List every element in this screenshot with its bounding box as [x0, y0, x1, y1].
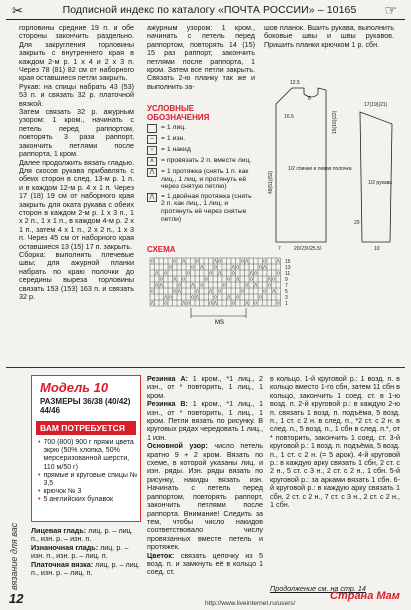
chart-symbol [173, 277, 176, 281]
chart-symbol [263, 290, 266, 293]
chart-symbol [254, 302, 257, 305]
chart-symbol [200, 265, 203, 269]
chart-symbol [214, 296, 217, 299]
chart-symbol [182, 278, 185, 281]
scissors-icon: ✂ [12, 3, 23, 18]
chart-symbol [169, 266, 172, 269]
chart-symbol [187, 302, 190, 305]
legend-text: = 1 протяжка (снять 1 п. как лиц., 1 лиц. и протянуть её через снятую петлю) [161, 168, 249, 191]
chart-symbol [268, 277, 271, 281]
chart-symbol [155, 271, 158, 275]
instructions-column-3 [264, 24, 394, 70]
subscription-index: Подписной индекс по каталогу «ПОЧТА РОССИИ» – 10165 [62, 4, 357, 16]
chart-symbol [254, 272, 257, 275]
chart-symbol [245, 301, 248, 305]
chart-symbol [155, 284, 158, 287]
measure-label: 7 [278, 246, 281, 250]
purl-symbol-icon: – [147, 135, 157, 144]
chart-symbol [245, 284, 248, 287]
legend-item [147, 157, 257, 166]
term: Цветок: [147, 550, 175, 560]
row-number: 7 [285, 283, 288, 289]
chart-symbol [191, 283, 194, 287]
ssk-symbol-icon: ⋀ [147, 168, 157, 177]
k2tog-symbol-icon: ⋏ [147, 157, 157, 166]
chart-symbol [236, 296, 239, 299]
bullet-icon: • [38, 471, 41, 479]
measure-label: 48(51)(52) [268, 170, 274, 194]
legend-item [147, 146, 257, 155]
measure-label: 10 [374, 246, 380, 250]
chart-symbol [232, 272, 235, 275]
chart-symbol [232, 302, 235, 305]
paragraph: Далее продолжить вязать гладью. Для скосов рукава прибавлять с обеих сторон в след. 13-м р. 1 п. и в каждом 12-м р. 4 х 1 п. Через 17 (18) 19 см от наборного края закрыть для оката рукава с обеих сторон в каждом 2-м р. 1 х 3 п., 1 х 2 п., 1 х 1 п., в каждом 4-м р. 2 х 1 п., затем 4 х 1 п., 2 х 2 п., 1 х 3 п. Через 45 см от наборного края оставшиеся 13 (15) 17 п. закрыть. [19, 157, 134, 251]
chart-symbol [178, 289, 181, 293]
chart-symbol [209, 272, 212, 275]
term-text: 1 кром., *1 лиц., 1 изн., от * повторить, 1 лиц., 1 кром. Петли вязать по рисунку. В круговых рядах чередовать 1 лиц., 1 изн. [147, 399, 263, 442]
materials-heading: ВАМ ПОТРЕБУЕТСЯ [36, 421, 136, 435]
chart-symbol [160, 278, 163, 281]
chart-symbol [272, 289, 275, 293]
paragraph [147, 400, 263, 442]
term-text: связать цепочку из 5 возд. п. и замкнуть её в кольцо 1 соед. ст. [147, 550, 263, 577]
chart-symbol [241, 260, 244, 263]
chart-symbol [169, 296, 172, 299]
legend-text: = 1 двойная протяжка (снять 2 п. как лиц., 1 лиц. и протянуть её через снятые петли) [161, 192, 252, 223]
scheme-title: СХЕМА [147, 245, 176, 254]
model-sizes: РАЗМЕРЫ 36/38 (40/42) 44/46 [40, 397, 131, 415]
garment-pattern-diagram [264, 74, 404, 250]
source-url: http://www.liveinternet.ru/users/ [205, 600, 296, 607]
chart-symbol [214, 301, 217, 305]
instructions-column-4 [147, 375, 263, 597]
chart-symbol [209, 302, 212, 305]
legend-title: УСЛОВНЫЕ ОБОЗНАЧЕНИЯ [147, 104, 210, 122]
definition-term: Платочная вязка: [31, 559, 94, 569]
chart-symbol [151, 301, 154, 305]
model-title: Модель 10 [40, 380, 109, 395]
paragraph: шов планок. Вшить рукава, выполнить боковые швы и швы рукавов. Пришить планки крючком 1 р. сбн. [264, 24, 394, 49]
page-header [6, 3, 405, 20]
chart-symbol [268, 284, 271, 287]
chart-symbol [164, 272, 167, 275]
paragraph: Сборка: выполнить плечевые швы; для ажурной планки набрать по краю полочки до середины выреза горловины связать 153 (153) 163 п. и связать 32 р. [19, 249, 134, 301]
legend-item [147, 124, 257, 133]
legend-item [147, 135, 257, 144]
instructions-column-5 [270, 375, 400, 591]
chart-symbol [236, 277, 239, 281]
chart-symbol [187, 272, 190, 275]
material-text: крючок № 3 [43, 488, 82, 496]
chart-symbol [250, 278, 253, 281]
symbols-legend [147, 104, 257, 240]
paragraph: горловины средние 19 п. и обе стороны закончить раздельно. Для закругления горловины закрыть с внутреннего края в каждом 2-м р. 1 х 4 и 2 х 3 п. Через 78 (81) 82 см от наборного края оставшиеся петли закрыть. [19, 24, 134, 83]
term: Резинка В: [147, 399, 188, 409]
chart-symbol [164, 302, 167, 305]
list-item [38, 439, 140, 472]
chart-symbol [214, 266, 217, 269]
bullet-icon: • [38, 496, 41, 504]
chart-symbol [272, 278, 275, 281]
row-numbers [285, 259, 291, 307]
bullet-icon: • [38, 439, 41, 446]
legend-text: = провязать 2 п. вместе лиц. [161, 157, 252, 164]
chart-symbol [182, 259, 185, 263]
paragraph: Рукав: на спицы набрать 43 (53) 53 п. и связать 32 р. платочной вязкой. [19, 81, 134, 108]
measure-label: 20 [354, 220, 360, 226]
term: Резинка А: [147, 375, 188, 383]
definition [31, 527, 141, 544]
chart-symbol [173, 290, 176, 293]
definition-text: лиц. р. – изн. п., изн. р. – лиц. п. [31, 542, 129, 561]
list-item [38, 472, 140, 488]
measure-label: 12.5 [290, 80, 300, 86]
material-text: 5 английских булавок [43, 496, 114, 504]
definition-text: лиц. р. – лиц. п., изн. р. – изн. п. [31, 526, 133, 544]
material-text: 700 (800) 900 г пряжи цвета экрю (50% хлопка, 50% мерсеризованной шерсти, 110 м/50 г) [43, 439, 134, 471]
material-text: прямые и круговые спицы № 3,5 [43, 471, 138, 488]
chart-symbol [223, 284, 226, 287]
model-info-box [31, 375, 141, 522]
chart-symbol [277, 272, 280, 275]
chart-symbol [218, 290, 221, 293]
chart-symbol [263, 265, 266, 269]
chart-symbol [164, 295, 167, 299]
chart-symbol [236, 266, 239, 269]
term: Основной узор: [147, 441, 208, 451]
definition-text: лиц. р. – лиц. п., изн. р. – лиц. п. [31, 559, 140, 578]
instructions-column-1 [19, 24, 134, 364]
chart-symbol [259, 296, 262, 299]
measure-label: 16.5 [284, 114, 294, 120]
term-text: 1 кром., *1 лиц., 2 изн., от * повторить, 1 лиц., 1 кром. [147, 375, 263, 400]
chart-symbol [277, 302, 280, 305]
bullet-icon: • [38, 488, 41, 496]
definition-term: Лицевая гладь: [31, 526, 87, 535]
chart-grid [150, 258, 281, 306]
magazine-side-title [7, 478, 21, 590]
row-number: 1 [285, 301, 288, 307]
chart-symbol [241, 290, 244, 293]
chart-symbol [151, 260, 154, 263]
legend-text: = 1 изн. [161, 135, 186, 142]
pointing-hand-icon: ☞ [384, 2, 397, 18]
row-number: 5 [285, 289, 288, 295]
chart-symbol [250, 271, 253, 275]
paragraph: ажурным узором: 1 кром., начинать с петель перед раппортом, повторять 14 (15) 15 раз раппорт, закончить петлями после раппорта, 1 кром. Затем все петли закрыть. Связать 2-ю планку так же и выполнить за- [147, 24, 255, 91]
rapport-label: MS [215, 320, 224, 326]
chart-symbol [191, 266, 194, 269]
definition-term: Изнаночная гладь: [31, 542, 99, 552]
section-divider [6, 367, 405, 368]
definition [31, 561, 141, 578]
list-item [38, 496, 140, 504]
chart-symbol [277, 259, 280, 263]
chart-symbol [245, 259, 248, 263]
row-number: 13 [285, 265, 291, 271]
chart-symbol [232, 265, 235, 269]
double-decrease-symbol-icon: ⋀ [147, 193, 157, 202]
legend-item [147, 168, 257, 191]
chart-symbol [227, 295, 230, 299]
paragraph [147, 442, 263, 551]
measure-label: 17(19)(21) [364, 102, 388, 108]
legend-text: = 1 лиц. [161, 124, 187, 131]
continuation-note: Продолжение см. на стр. 14 [270, 584, 366, 593]
chart-symbol [173, 260, 176, 263]
legend-item [147, 193, 257, 223]
chart-symbol [200, 284, 203, 287]
side-title-text: вязание для вас [9, 522, 19, 590]
chart-symbol [227, 278, 230, 281]
yarn-over-symbol-icon: ○ [147, 146, 157, 155]
chart-symbol [196, 290, 199, 293]
stitch-definitions [31, 527, 141, 577]
paragraph [147, 552, 263, 577]
chart-symbol [218, 260, 221, 263]
row-number: 11 [285, 271, 291, 277]
chart-symbol [218, 271, 221, 275]
chart-symbol [259, 266, 262, 269]
page-number: 12 [9, 591, 24, 606]
chart-symbol [214, 259, 217, 263]
paragraph: в кольцо. 1-й круговой р.: 1 возд. п. в кольцо вместо 1-го сбн, затем 11 сбн в кольцо, закончить 1 соед. ст. в 1-ю возд. п. 2-й круговой р.: в каждую 2-ю п. связать 1 возд. п. подъёма, 5 возд. п., 1 ст. с 2 н. в след. п., *2 ст. с 2 н. в след. п., 5 возд. п., 1 сбн в след. п.*, от * повторить, закончить 1 соед. ст. 3-й круговой р.: 1 возд. п. подъёма, 5 возд. п., 1 ст. с 2 н. (= 5 арок). 4-й круговой р.: в каждую арку связать 1 сбн, 2 ст. с 2 н., 5 ст. с 3 н., 2 ст. с 2 н., 1 сбн. 5-й круговой р.: за арками вязать 1 сбн. 6-й круговой р.: в каждую арку связать 1 сбн, 2 ст. с 2 н., 7 ст. с 3 н., 2 ст. с 2 н., 1 сбн. [270, 375, 400, 510]
piece-label: 1/2 рукава [368, 180, 393, 186]
legend-text: = 1 накид [161, 146, 191, 153]
measure-label: 15(16)(22) [332, 110, 338, 134]
definition [31, 544, 141, 561]
paragraph [147, 375, 263, 400]
chart-symbol [263, 260, 266, 263]
row-number: 9 [285, 277, 288, 283]
chart-symbol [178, 284, 181, 287]
chart-symbol [160, 283, 163, 287]
chart-symbol [196, 260, 199, 263]
materials-list [38, 439, 140, 505]
measure-label: 20(23)(25.5) [294, 246, 322, 250]
chart-symbol [254, 283, 257, 287]
knit-symbol-icon [147, 124, 157, 133]
instructions-column-2 [147, 24, 255, 102]
knitting-chart [146, 256, 294, 326]
site-logo: Страна Мам [330, 590, 400, 602]
term-text: число петель кратно 9 + 2 кром. Вязать по схеме, в которой указаны лиц. и изн. ряды. Изн. ряды вязать по рисунку, накиды вязать изн. Начинать с петель перед раппортом, повторять раппорт, закончить петлями после раппорта. Внимание! Следить за тем, чтобы число накидов соответствовало числу провязанных вместе петель и протяжек. [147, 441, 263, 552]
chart-symbol [205, 278, 208, 281]
measure-label: 6 [308, 96, 311, 102]
chart-symbol [191, 296, 194, 299]
row-number: 15 [285, 259, 291, 265]
chart-symbol [151, 290, 154, 293]
chart-symbol [196, 295, 199, 299]
paragraph: Затем связать 32 р. ажурным узором: 1 кром., начинать с петель перед раппортом, повторять 3 раза раппорт, закончить петлями после раппорта, 1 кром. [19, 107, 134, 159]
chart-symbol [209, 289, 212, 293]
chart-symbol [182, 301, 185, 305]
piece-label: 1/2 спинки и левая полочка [288, 166, 352, 172]
row-number: 3 [285, 295, 288, 301]
